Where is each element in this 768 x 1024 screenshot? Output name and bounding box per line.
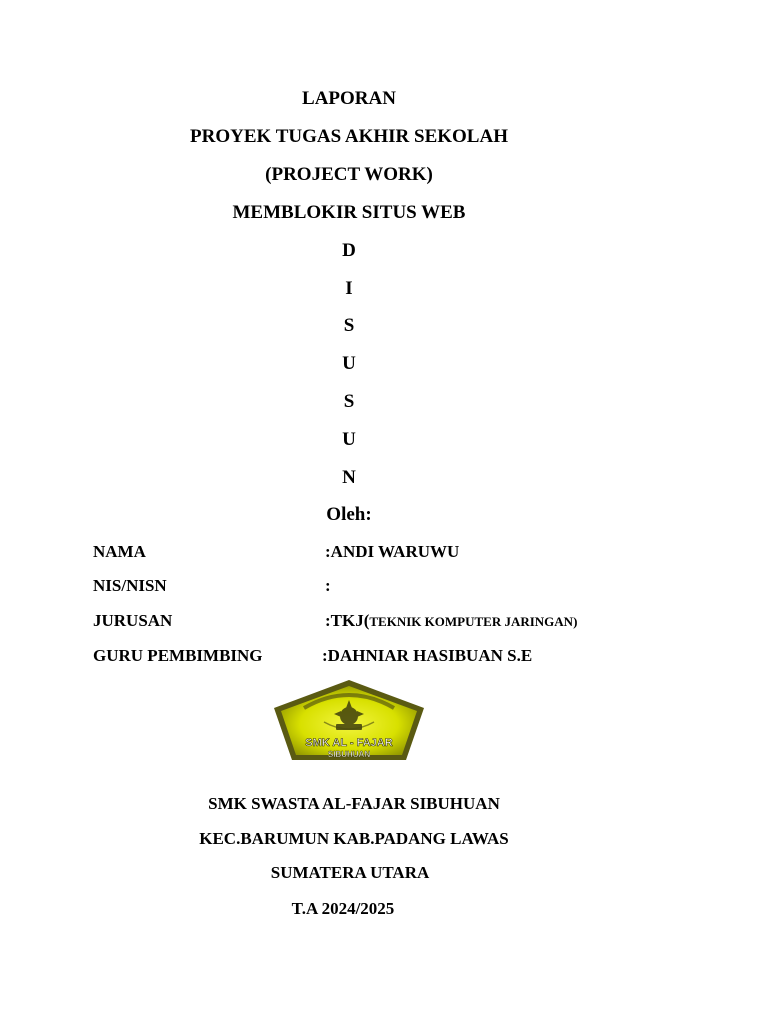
report-title: LAPORAN <box>302 88 396 109</box>
disusun-letter: N <box>342 467 356 488</box>
report-topic: MEMBLOKIR SITUS WEB <box>232 202 466 223</box>
guru-label: GURU PEMBIMBING <box>93 646 263 665</box>
identity-row-guru <box>93 646 713 668</box>
jurusan-code: :TKJ( <box>325 611 370 630</box>
oleh-label: Oleh: <box>326 504 372 525</box>
school-name: SMK SWASTA AL-FAJAR SIBUHUAN <box>208 794 500 813</box>
identity-row-nama <box>93 542 713 564</box>
jurusan-detail: TEKNIK KOMPUTER JARINGAN) <box>369 614 578 629</box>
report-subtitle-project-work: (PROJECT WORK) <box>265 164 433 185</box>
jurusan-value <box>325 611 577 631</box>
school-logo <box>272 678 426 762</box>
nis-value: : <box>325 576 331 595</box>
svg-text:SMK AL - FAJAR: SMK AL - FAJAR <box>305 737 393 749</box>
guru-value: :DAHNIAR HASIBUAN S.E <box>322 646 533 665</box>
disusun-letter: U <box>342 353 356 374</box>
academic-year: T.A 2024/2025 <box>291 899 395 918</box>
school-address: KEC.BARUMUN KAB.PADANG LAWAS <box>199 829 509 848</box>
nama-label: NAMA <box>93 542 146 561</box>
disusun-letter: S <box>343 315 355 336</box>
disusun-letter: I <box>345 278 353 299</box>
disusun-letter: U <box>342 429 356 450</box>
school-province: SUMATERA UTARA <box>270 863 430 882</box>
identity-row-nis <box>93 576 713 598</box>
svg-text:SIBUHUAN: SIBUHUAN <box>327 750 371 759</box>
nis-label: NIS/NISN <box>93 576 167 595</box>
school-emblem-icon <box>272 678 426 762</box>
nama-value: :ANDI WARUWU <box>325 542 460 561</box>
report-subtitle: PROYEK TUGAS AKHIR SEKOLAH <box>190 126 508 147</box>
disusun-letter: D <box>342 240 356 261</box>
identity-row-jurusan <box>93 611 713 633</box>
disusun-letter: S <box>343 391 355 412</box>
jurusan-label: JURUSAN <box>93 611 173 630</box>
